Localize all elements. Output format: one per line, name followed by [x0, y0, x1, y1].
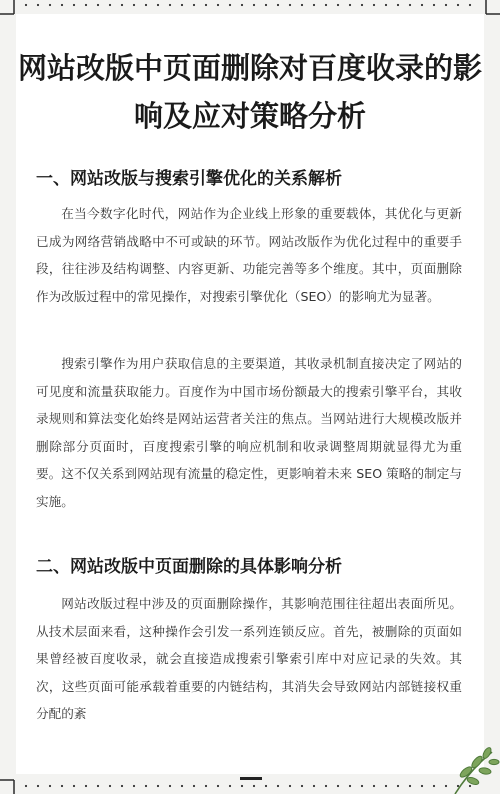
section-1-paragraph-2: 搜索引擎作为用户获取信息的主要渠道，其收录机制直接决定了网站的可见度和流量获取能力。百度作为中国市场份额最大的搜索引擎平台，其收录规则和算法变化始终是网站运营者关注的焦点。当网站进行大规模改版并删除部分页面时，百度搜索引擎的响应机制和收录调整周期就显得尤为重要。这不仅关系到网站现有流量的稳定性，更影响着未来 SEO 策略的制定与实施。 [36, 356, 462, 509]
section-heading-2: 二、网站改版中页面删除的具体影响分析 [36, 557, 342, 577]
page-title: 网站改版中页面删除对百度收录的影响及应对策略分析 [17, 51, 482, 133]
section-2-paragraph-1: 网站改版过程中涉及的页面删除操作，其影响范围往往超出表面所见。从技术层面来看，这种操作会引发一系列连锁反应。首先，被删除的页面如果曾经被百度收录，就会直接造成搜索引擎索引库中对应记录的失效。其次，这些页面可能承载着重要的内链结构，其消失会导致网站内部链接权重分配的紊 [36, 596, 462, 722]
bottom-center-bar [240, 777, 262, 780]
section-1-paragraph-1: 在当今数字化时代，网站作为企业线上形象的重要载体，其优化与更新已成为网络营销战略中不可或缺的环节。网站改版作为优化过程中的重要手段，往往涉及结构调整、内容更新、功能完善等多个维度。其中，页面删除作为改版过程中的常见操作，对搜索引擎优化（SEO）的影响尤为显著。 [36, 206, 462, 304]
dotted-border-bottom [25, 785, 471, 787]
dotted-border-top [25, 4, 471, 6]
section-heading-1: 一、网站改版与搜索引擎优化的关系解析 [36, 169, 342, 189]
